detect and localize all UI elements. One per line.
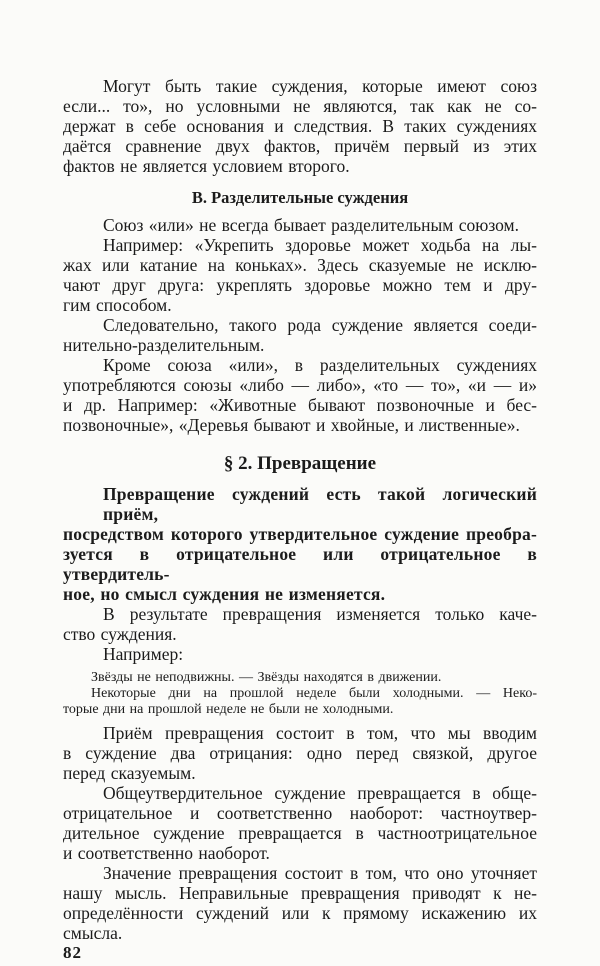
text-line: Приём превращения состоит в том, что мы вводим	[103, 723, 537, 743]
text-line: зуется в отрицательное или отрицательное в утвердитель-	[63, 544, 537, 584]
text-line: посредством которого утвердительное суждение преобра-	[63, 524, 537, 544]
text-line: и др. Например: «Животные бывают позвоночные и бес-	[63, 395, 537, 415]
text-line: чают друг друга: укреплять здоровье можно тем и дру-	[63, 275, 537, 295]
text-line: в суждение два отрицания: одно перед связкой, другое	[63, 743, 537, 763]
text-line: дительное суждение превращается в частноотрицательное	[63, 823, 537, 843]
text-line: употребляются союзы «либо — либо», «то — то», «и — и»	[63, 375, 537, 395]
text-line: если... то», но условными не являются, так как не со-	[63, 96, 537, 116]
heading: В. Разделительные суждения	[191, 188, 409, 207]
text-line: нительно-разделительным.	[63, 335, 265, 355]
text-column	[63, 76, 537, 943]
text-line: держат в себе основания и следствия. В таких суждениях	[63, 116, 537, 136]
text-line: Например: «Укрепить здоровье может ходьба на лы-	[103, 235, 537, 255]
example	[63, 670, 537, 718]
paragraph	[63, 315, 537, 355]
text-line: Союз «или» не всегда бывает разделительным союзом.	[103, 215, 519, 235]
text-line: отрицательное и соответственно наоборот: частноутвер-	[63, 803, 537, 823]
paragraph	[63, 723, 537, 783]
page-number: 82	[63, 943, 82, 962]
text-line: Общеутвердительное суждение превращается в обще-	[103, 783, 537, 803]
text-line: Могут быть такие суждения, которые имеют союз	[103, 76, 537, 96]
text-line: фактов не является условием второго.	[63, 156, 350, 176]
text-line: нашу мысль. Неправильные превращения приводят к не-	[63, 883, 537, 903]
text-line: торые дни на прошлой неделе не были не холодными.	[63, 702, 394, 717]
paragraph	[63, 76, 537, 176]
text-line: ное, но смысл суждения не изменяется.	[63, 584, 386, 604]
section-heading: § 2. Превращение	[223, 453, 377, 474]
text-line: Некоторые дни на прошлой неделе были холодными. — Неко-	[91, 686, 537, 701]
paragraph	[63, 215, 537, 235]
paragraph	[63, 235, 537, 315]
paragraph	[63, 484, 537, 604]
text-line: Например:	[103, 644, 184, 664]
paragraph	[63, 863, 537, 943]
text-line: Кроме союза «или», в разделительных суждениях	[103, 355, 537, 375]
paragraph	[63, 604, 537, 644]
text-line: В результате превращения изменяется только каче-	[103, 604, 537, 624]
text-line: перед сказуемым.	[63, 763, 196, 783]
text-line: даётся сравнение двух фактов, причём первый из этих	[63, 136, 537, 156]
paragraph	[63, 644, 537, 664]
text-line: Следовательно, такого рода суждение является соеди-	[103, 315, 537, 335]
text-line: позвоночные», «Деревья бывают и хвойные, и лиственные».	[63, 415, 520, 435]
text-line: и соответственно наоборот.	[63, 843, 270, 863]
text-line: ство суждения.	[63, 624, 177, 644]
paragraph	[63, 355, 537, 435]
text-line: Значение превращения состоит в том, что оно уточняет	[103, 863, 537, 883]
text-line: Превращение суждений есть такой логический приём,	[103, 484, 537, 524]
text-line: Звёзды не неподвижны. — Звёзды находятся в движении.	[91, 670, 442, 685]
text-line: смысла.	[63, 923, 123, 943]
text-line: гим способом.	[63, 295, 172, 315]
paragraph	[63, 783, 537, 863]
text-line: определённости суждений или к прямому искажению их	[63, 903, 537, 923]
text-line: жах или катание на коньках». Здесь сказуемые не исклю-	[63, 255, 537, 275]
